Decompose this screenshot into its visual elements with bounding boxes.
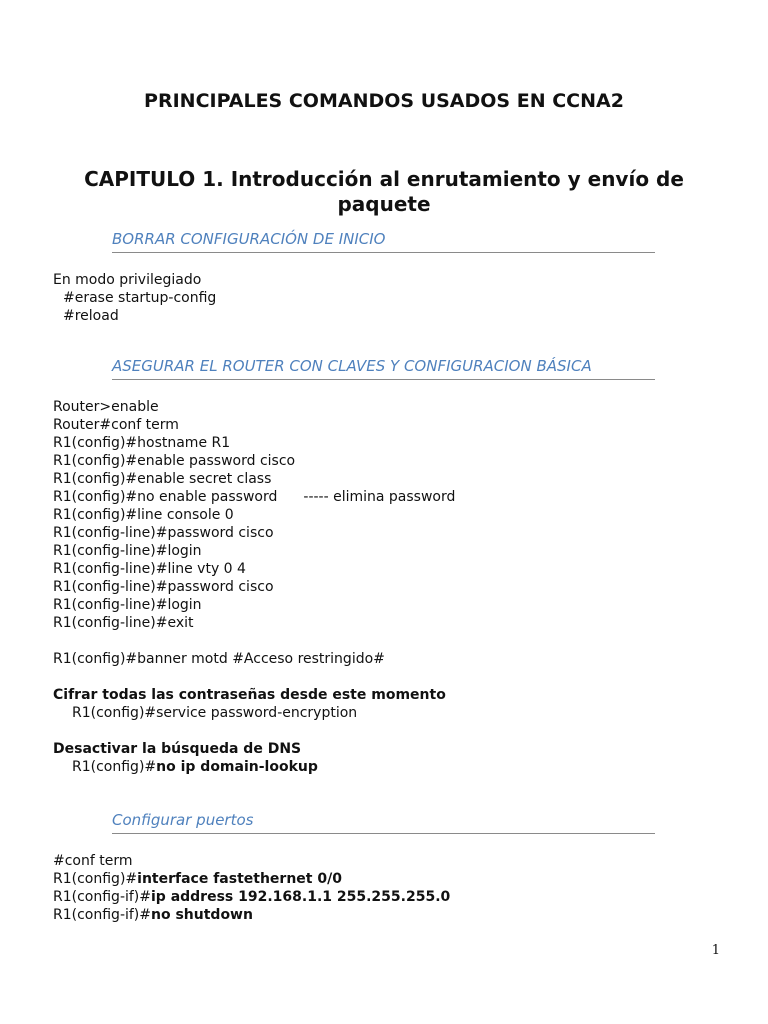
dns-heading: Desactivar la búsqueda de DNS [53, 741, 302, 757]
command-line [53, 888, 713, 906]
command-line: R1(config-line)#login [53, 597, 202, 613]
command-line: #reload [63, 308, 119, 324]
command-prefix: R1(config)# [53, 871, 138, 887]
command-line: Router>enable [53, 399, 159, 415]
command-line: #erase startup-config [63, 290, 217, 306]
section-heading-borrar: BORRAR CONFIGURACIÓN DE INICIO [112, 229, 655, 253]
document-title: PRINCIPALES COMANDOS USADOS EN CCNA2 [144, 90, 624, 112]
conf-term-command: #conf term [53, 853, 133, 869]
command-line: R1(config-line)#password cisco [53, 579, 274, 595]
command-line: R1(config)#enable secret class [53, 471, 272, 487]
section-heading-puertos: Configurar puertos [112, 810, 655, 834]
dns-command [53, 758, 713, 776]
borrar-intro: En modo privilegiado [53, 272, 202, 288]
command-line: R1(config-line)#line vty 0 4 [53, 561, 246, 577]
command-line [53, 906, 713, 924]
page-number: 1 [711, 943, 720, 958]
command-line [53, 870, 713, 888]
command-line: R1(config)#enable password cisco [53, 453, 296, 469]
command-line: R1(config)#hostname R1 [53, 435, 231, 451]
command-text: no ip domain-lookup [156, 759, 318, 775]
command-line: Router#conf term [53, 417, 179, 433]
command-text: interface fastethernet 0/0 [137, 871, 342, 887]
command-text: R1(config)#no enable password [53, 489, 278, 505]
asegurar-block [53, 398, 713, 776]
command-prefix: R1(config-if)# [53, 889, 151, 905]
banner-command: R1(config)#banner motd #Acceso restringido# [53, 651, 385, 667]
command-line: R1(config-line)#password cisco [53, 525, 274, 541]
command-line: R1(config-line)#exit [53, 615, 194, 631]
section-heading-asegurar: ASEGURAR EL ROUTER CON CLAVES Y CONFIGURACION BÁSICA [112, 356, 655, 380]
command-text: no shutdown [151, 907, 253, 923]
chapter-title: CAPITULO 1. Introducción al enrutamiento y envío de paquete [84, 167, 684, 216]
command-line-no-enable [53, 488, 713, 506]
command-line: R1(config-line)#login [53, 543, 202, 559]
cifrar-command: R1(config)#service password-encryption [72, 705, 358, 721]
command-prefix: R1(config-if)# [53, 907, 151, 923]
command-prefix: R1(config)# [72, 759, 157, 775]
cifrar-heading: Cifrar todas las contraseñas desde este momento [53, 687, 446, 703]
puertos-block [53, 852, 713, 924]
command-note: ----- elimina password [303, 489, 456, 505]
command-text: ip address 192.168.1.1 255.255.255.0 [151, 889, 451, 905]
command-line: R1(config)#line console 0 [53, 507, 234, 523]
borrar-block [53, 271, 713, 325]
